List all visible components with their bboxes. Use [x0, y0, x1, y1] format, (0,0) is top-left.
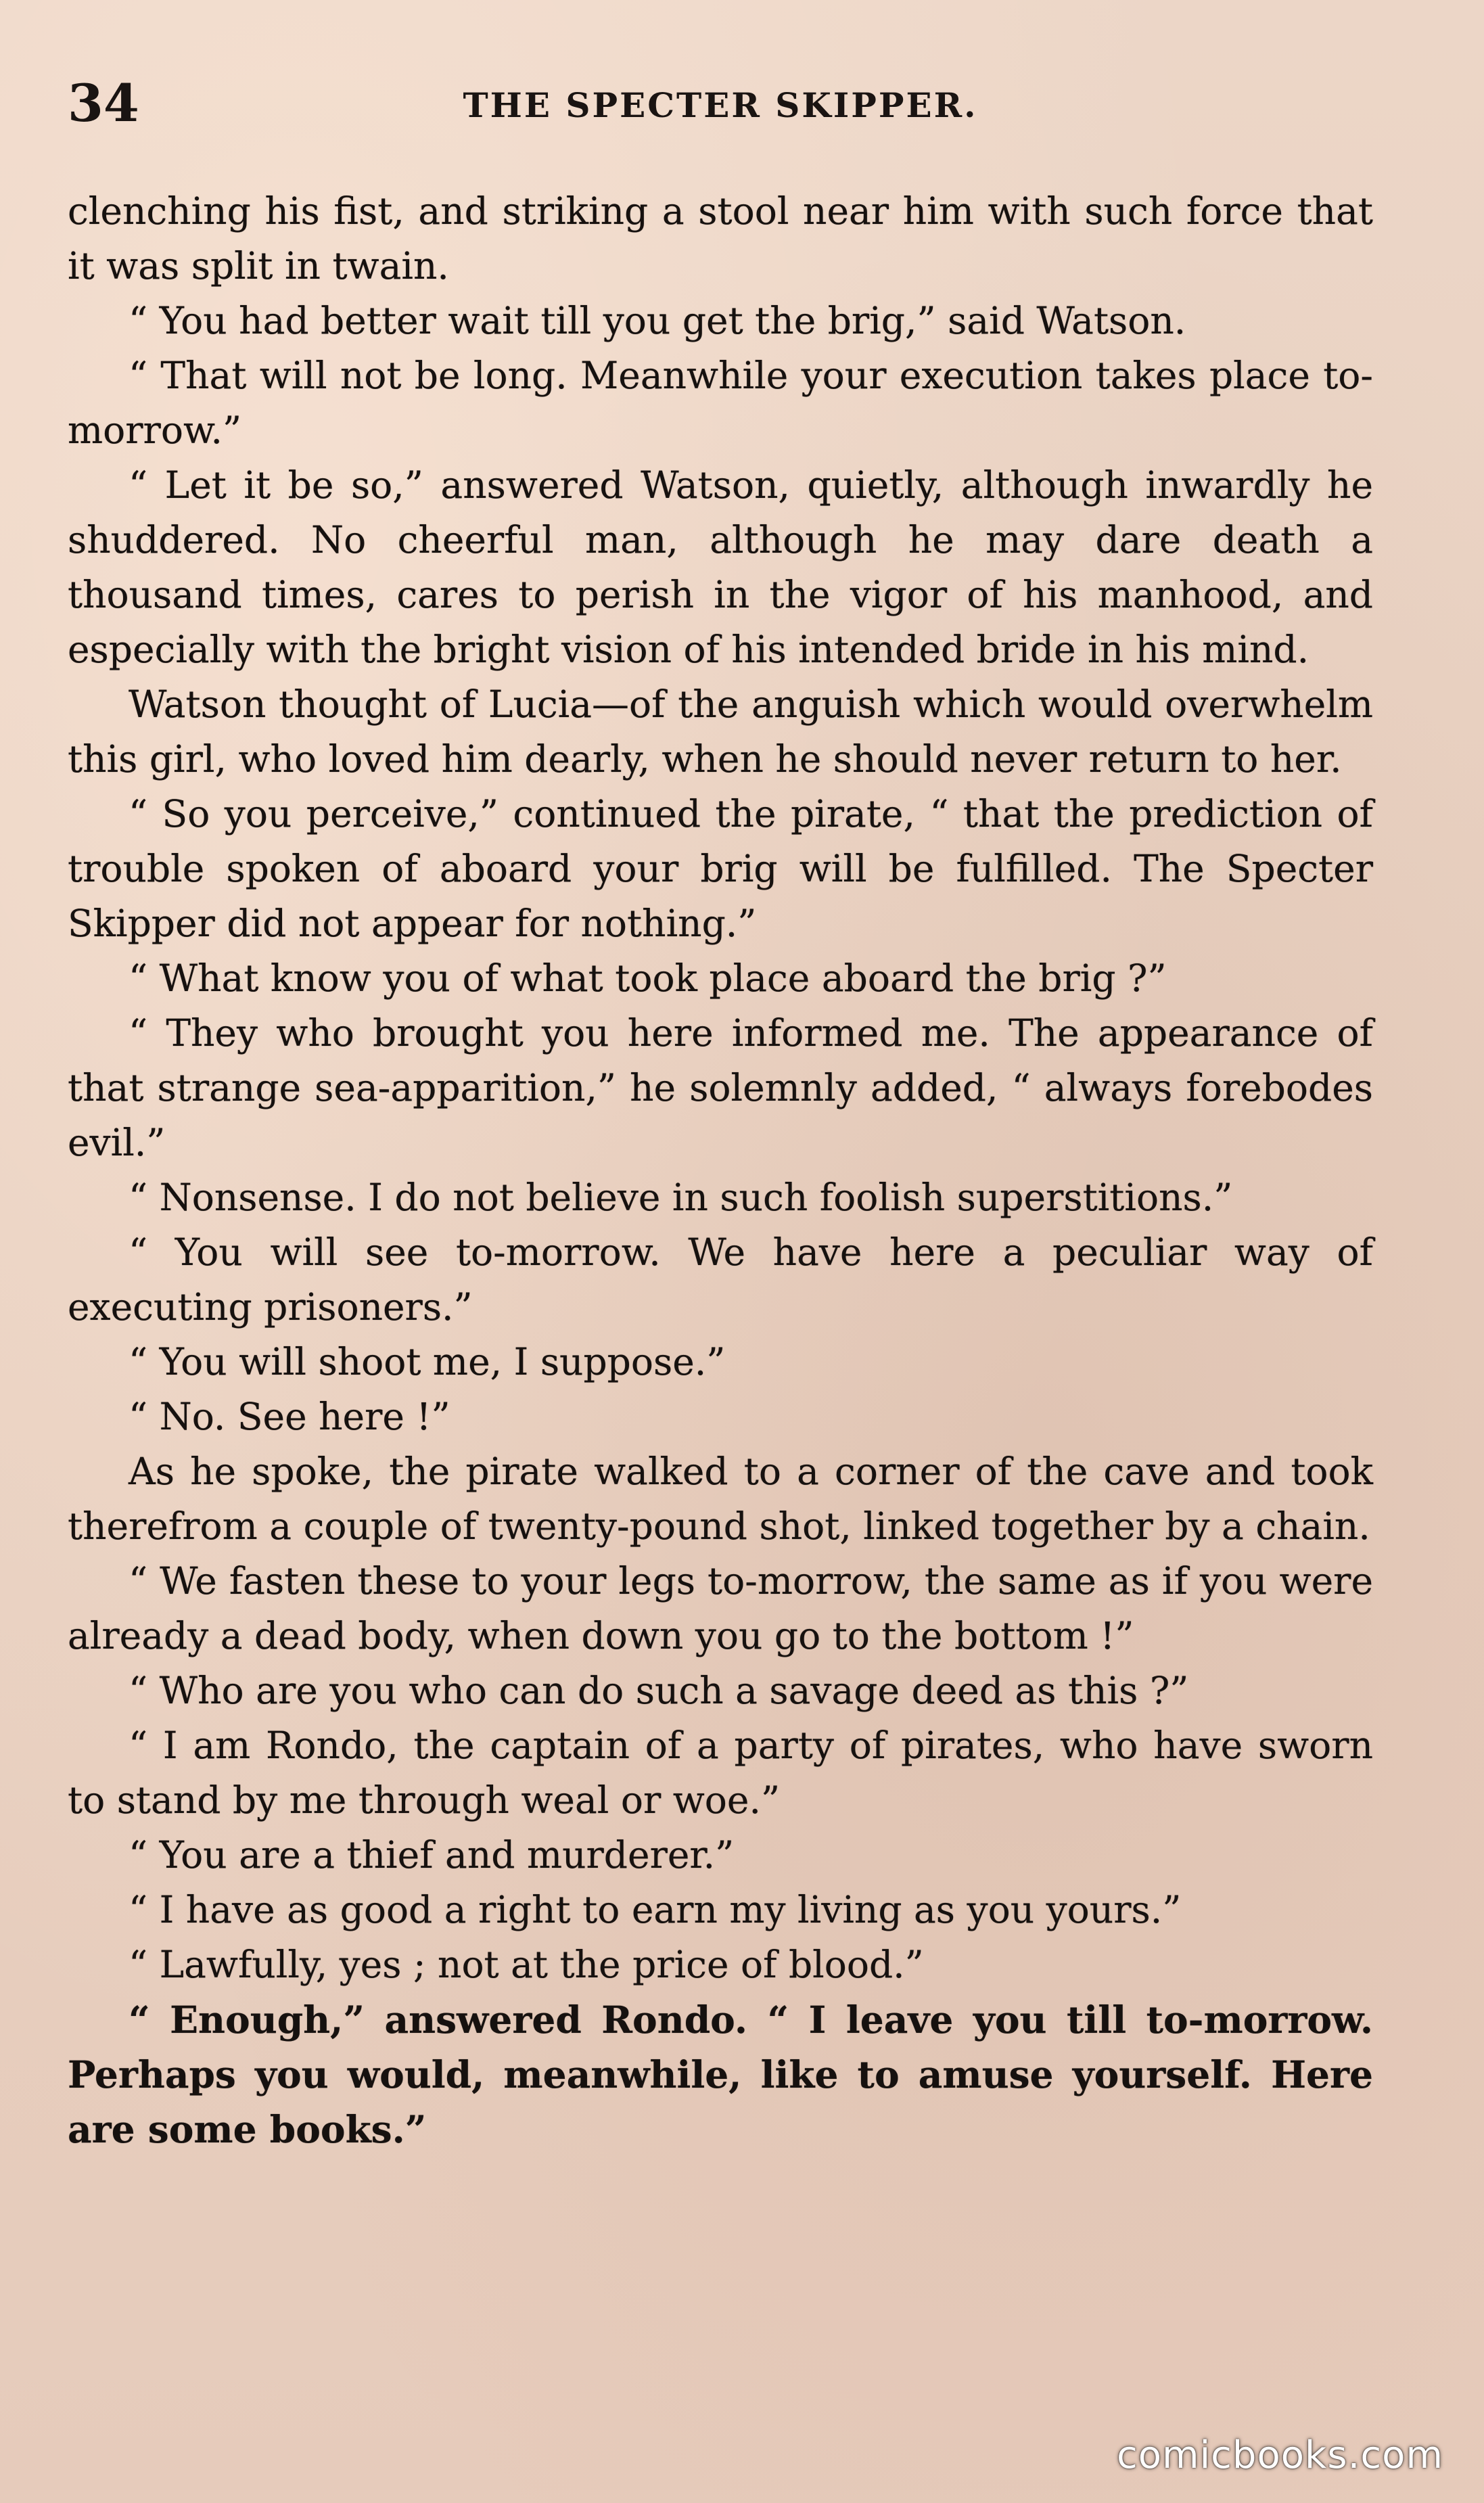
paragraph-12: “ No. See here !”: [129, 1395, 450, 1438]
paragraph-17: “ You are a thief and murderer.”: [129, 1833, 735, 1877]
paragraph-16: “ I am Rondo, the captain of a party of pirates, who have sworn to stand by me through weal or woe.”: [68, 1724, 1373, 1822]
paragraph-20: “ Enough,” answered Rondo. “ I leave you till to-morrow. Perhaps you would, meanwhile, like to amuse yourself. Here are some books.”: [68, 1998, 1373, 2151]
body-text: [68, 184, 1373, 2157]
paragraph-14: “ We fasten these to your legs to-morrow, the same as if you were already a dead body, when down you go to the bottom !”: [68, 1559, 1373, 1657]
paragraph-7: “ What know you of what took place aboard the brig ?”: [129, 957, 1167, 1000]
paragraph-3: “ That will not be long. Meanwhile your execution takes place to-morrow.”: [68, 354, 1373, 452]
paragraph-6: “ So you perceive,” continued the pirate, “ that the prediction of trouble spoken of aboard your brig will be fulfilled. The Specter Skipper did not appear for nothing.”: [68, 792, 1373, 945]
running-head: [68, 73, 1373, 134]
paragraph-18: “ I have as good a right to earn my living as you yours.”: [129, 1888, 1182, 1931]
paragraph-13: As he spoke, the pirate walked to a corner of the cave and took therefrom a couple of twenty-pound shot, linked together by a chain.: [68, 1450, 1373, 1548]
paragraph-8: “ They who brought you here informed me. The appearance of that strange sea-apparition,” he solemnly added, “ always forebodes evil.”: [68, 1011, 1373, 1164]
paragraph-10: “ You will see to-morrow. We have here a peculiar way of executing prisoners.”: [68, 1231, 1373, 1329]
paragraph-1: clenching his fist, and striking a stool near him with such force that it was split in twain.: [68, 189, 1373, 288]
paragraph-15: “ Who are you who can do such a savage deed as this ?”: [129, 1669, 1189, 1712]
paragraph-5: Watson thought of Lucia—of the anguish which would overwhelm this girl, who loved him dearly, when he should never return to her.: [68, 683, 1373, 781]
page-number: 34: [68, 73, 139, 133]
paragraph-9: “ Nonsense. I do not believe in such foolish superstitions.”: [129, 1176, 1233, 1219]
paragraph-2: “ You had better wait till you get the brig,” said Watson.: [129, 299, 1186, 342]
paragraph-4: “ Let it be so,” answered Watson, quietly, although inwardly he shuddered. No cheerful man, although he may dare death a thousand times, cares to perish in the vigor of his manhood, and especially with the bright vision of his intended bride in his mind.: [68, 463, 1373, 671]
running-title: THE SPECTER SKIPPER.: [463, 85, 978, 125]
watermark: comicbooks.com: [1116, 2433, 1443, 2477]
paragraph-19: “ Lawfully, yes ; not at the price of blood.”: [129, 1943, 924, 1986]
paragraph-11: “ You will shoot me, I suppose.”: [129, 1340, 726, 1383]
